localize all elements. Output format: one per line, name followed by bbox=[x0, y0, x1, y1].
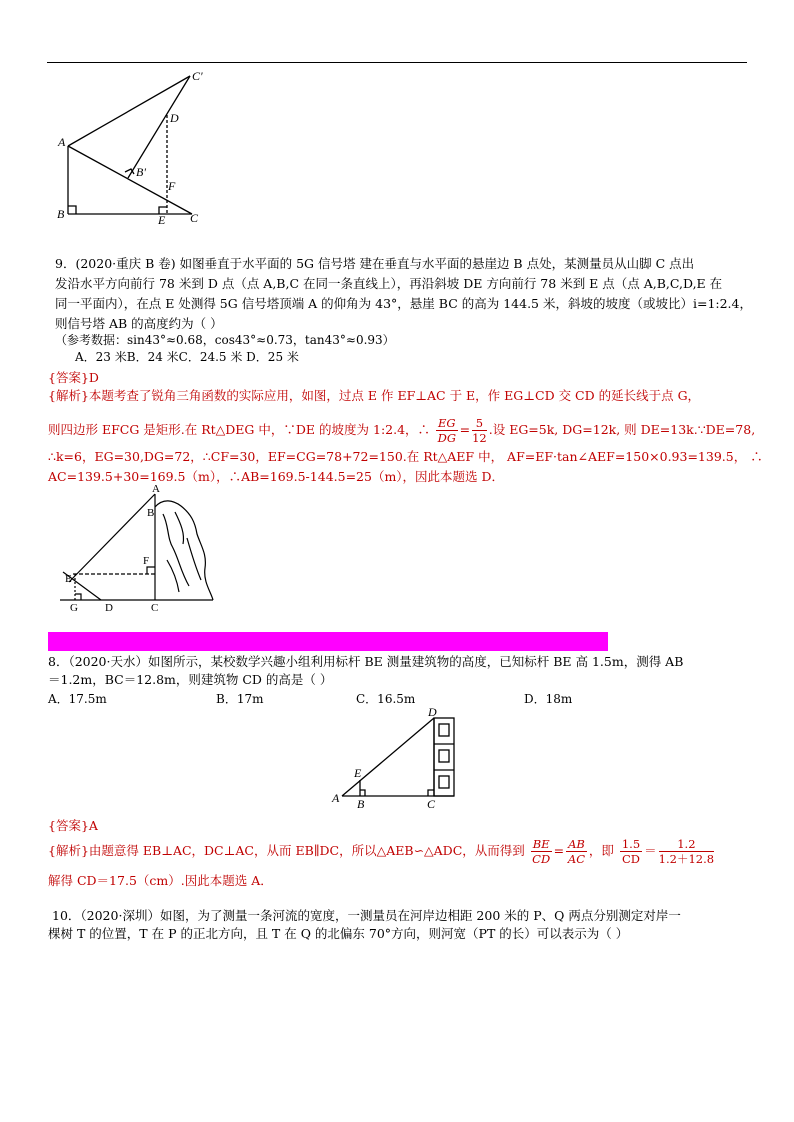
fraction-denominator: 12 bbox=[472, 431, 487, 445]
label-f: F bbox=[168, 179, 176, 193]
label-e: E bbox=[158, 213, 166, 226]
highlight-bar bbox=[48, 632, 608, 651]
header-rule bbox=[47, 62, 747, 63]
q10-line-2: 棵树 T 的位置，T 在 P 的正北方向，且 T 在 Q 的北偏东 70°方向，则河宽（PT 的长）可以表示为（ ） bbox=[48, 926, 629, 941]
q9-line-1: 9．(2020·重庆 B 卷) 如图垂直于水平面的 5G 信号塔 建在垂直与水平面的悬崖边 B 点处，某测量员从山脚 C 点出 bbox=[55, 256, 695, 271]
q9-analysis-line-3: ∴k=6，EG=30,DG=72，∴CF=30，EF=CG=78+72=150.在 Rt△AEF 中， AF=EF·tan∠AEF=150×0.93=139.5， ∴ bbox=[48, 449, 763, 464]
figure-2-diagram bbox=[55, 482, 240, 614]
q10-line-1: 10．（2020·深圳）如图，为了测量一条河流的宽度，一测量员在河岸边相距 200 米的 P、Q 两点分别测定对岸一 bbox=[52, 908, 681, 923]
q9-line-3: 同一平面内），在点 E 处测得 5G 信号塔顶端 A 的仰角为 43°，悬崖 BC 的高为 144.5 米，斜坡的坡度（或坡比）i=1:2.4， bbox=[55, 296, 752, 311]
figure-3-diagram bbox=[328, 704, 468, 810]
q9-analysis-line-2a: 则四边形 EFCG 是矩形.在 Rt△DEG 中，∵DE 的坡度为 1:2.4，∴ bbox=[48, 422, 431, 437]
fraction-eg-over-dg bbox=[436, 416, 458, 445]
fraction-numerator: 1.5 bbox=[621, 837, 641, 851]
q8-analysis-line-2: 解得 CD＝17.5（cm）.因此本题选 A． bbox=[48, 873, 273, 888]
label-b: B bbox=[357, 797, 365, 810]
q9-reference-data: （参考数据：sin43°≈0.68，cos43°≈0.73，tan43°≈0.93） bbox=[55, 333, 395, 347]
label-d: D bbox=[105, 602, 113, 614]
figure-1-diagram bbox=[50, 66, 230, 226]
label-a: A bbox=[332, 791, 340, 805]
label-c: C bbox=[427, 797, 436, 810]
fraction-denominator: DG bbox=[437, 431, 457, 445]
q8-choice-c: C．16.5m bbox=[356, 692, 416, 706]
q8-analysis-text-a: {解析}由题意得 EB⊥AC，DC⊥AC，从而 EB∥DC，所以△AEB∽△ADC，从而得到 bbox=[48, 843, 525, 858]
q8-line-1: 8．（2020·天水）如图所示，某校数学兴趣小组利用标杆 BE 测量建筑物的高度，已知标杆 BE 高 1.5m，测得 AB bbox=[48, 654, 684, 669]
q8-choice-b: B．17m bbox=[216, 692, 264, 706]
q9-analysis-line-1: {解析}本题考查了锐角三角函数的实际应用，如图，过点 E 作 EF⊥AC 于 E，作 EG⊥CD 交 CD 的延长线于点 G， bbox=[48, 388, 701, 403]
label-c-prime: C' bbox=[192, 69, 203, 83]
q9-analysis-line-4: AC=139.5+30=169.5（m），∴AB=169.5-144.5=25（m），因此本题选 D． bbox=[48, 469, 505, 484]
q9-line-2: 发沿水平方向前行 78 米到 D 点（点 A,B,C 在同一条直线上），再沿斜坡 DE 方向前行 78 米到 E 点（点 A,B,C,D,E 在 bbox=[55, 276, 723, 291]
label-d: D bbox=[428, 705, 437, 719]
q8-choice-a: A．17.5m bbox=[48, 692, 107, 706]
label-b: B bbox=[147, 507, 155, 519]
fraction-numerator: 1.2 bbox=[659, 837, 714, 852]
fraction-denominator: 1.2＋12.8 bbox=[658, 852, 715, 866]
label-c: C bbox=[190, 211, 199, 225]
label-e: E bbox=[65, 573, 72, 585]
fraction-denominator: AC bbox=[567, 852, 586, 866]
q8-analysis-text-b: ，即 bbox=[588, 843, 614, 858]
fraction-denominator: CD bbox=[621, 852, 641, 866]
fraction-1-5-over-cd bbox=[620, 837, 642, 866]
fraction-numerator: BE bbox=[532, 837, 550, 851]
label-g: G bbox=[70, 602, 78, 614]
fraction-1-2-over-sum bbox=[659, 837, 714, 866]
fraction-numerator: AB bbox=[568, 837, 585, 851]
fraction-5-over-12 bbox=[472, 416, 487, 445]
label-d: D bbox=[170, 111, 179, 125]
fraction-numerator: EG bbox=[438, 416, 456, 430]
fraction-ab-over-ac bbox=[566, 837, 587, 866]
label-b: B bbox=[57, 207, 65, 221]
q8-analysis-line-1: {解析}由题意得 EB⊥AC，DC⊥AC，从而 EB∥DC，所以△AEB∽△ADC，从而得到 $\frac{BE}{CD}$ = $\frac{AB}{AC}$ ，即 $\frac{1.5}{CD}$ ＝ $\frac{1.2}{1.2+12.8}$ bbox=[48, 837, 715, 866]
fraction-denominator: CD bbox=[532, 852, 551, 866]
fraction-numerator: 5 bbox=[472, 416, 487, 431]
label-c: C bbox=[151, 602, 159, 614]
q8-line-2: ＝1.2m，BC＝12.8m，则建筑物 CD 的高是（ ） bbox=[48, 672, 333, 687]
q9-analysis-line-2b: .设 EG=5k, DG=12k, 则 DE=13k.∵DE=78, bbox=[488, 422, 756, 437]
fraction-be-over-cd bbox=[531, 837, 552, 866]
label-f: F bbox=[143, 555, 150, 567]
equals-sign: = bbox=[459, 422, 471, 437]
label-a: A bbox=[152, 483, 160, 495]
label-a: A bbox=[58, 135, 66, 149]
label-e: E bbox=[354, 766, 362, 780]
q8-choice-d: D．18m bbox=[524, 692, 573, 706]
q9-analysis-line-2 bbox=[48, 410, 755, 450]
label-b-prime: B' bbox=[136, 165, 146, 179]
q8-answer: {答案}A bbox=[48, 818, 98, 833]
q9-choices: A．23 米B．24 米C．24.5 米 D．25 米 bbox=[75, 350, 299, 364]
q9-answer: {答案}D bbox=[48, 370, 99, 385]
q9-line-4: 则信号塔 AB 的高度约为（ ） bbox=[55, 316, 223, 331]
